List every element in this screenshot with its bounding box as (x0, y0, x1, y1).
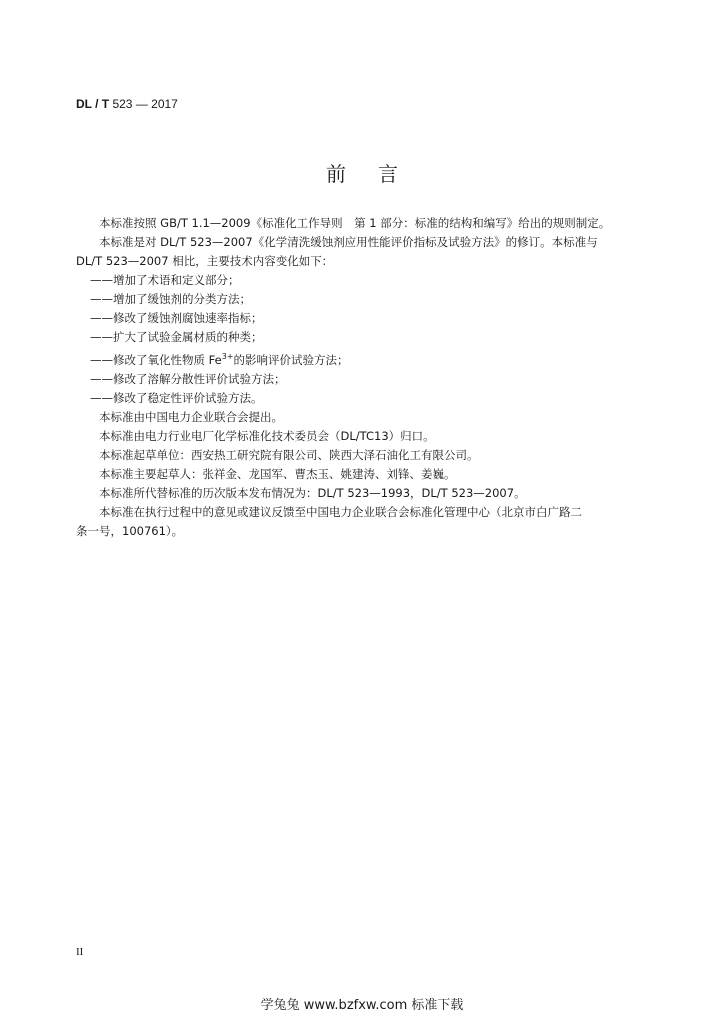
list-item-tail: 的影响评价试验方法； (233, 352, 349, 367)
list-item (76, 347, 656, 370)
paragraph: 本标准所代替标准的历次版本发布情况为：DL/T 523—1993，DL/T 523—2007。 (99, 485, 526, 500)
paragraph-continuation: 条一号，100761）。 (76, 523, 184, 538)
paragraph: 本标准是对 DL/T 523—2007《化学清洗缓蚀剂应用性能评价指标及试验方法》的修订。本标准与 (99, 235, 598, 249)
list-item: ——修改了缓蚀剂腐蚀速率指标； (90, 311, 263, 325)
list-item-text: ——修改了氧化性物质 Fe (90, 352, 222, 367)
list-item: ——扩大了试验金属材质的种类； (90, 330, 263, 344)
footer-watermark[interactable]: 学兔兔 www.bzfxw.com 标准下载 (260, 998, 464, 1013)
paragraph: 本标准由中国电力企业联合会提出。 (99, 409, 283, 424)
list-item: ——增加了术语和定义部分； (90, 273, 240, 287)
list-item: ——修改了稳定性评价试验方法。 (90, 390, 263, 405)
page-title: 前言 (326, 162, 430, 186)
paragraph: 本标准在执行过程中的意见或建议反馈至中国电力企业联合会标准化管理中心（北京市白广路二 (99, 504, 582, 519)
list-item: ——增加了缓蚀剂的分类方法； (90, 292, 251, 306)
document-code-header (76, 97, 178, 111)
paragraph: 本标准按照 GB/T 1.1—2009《标准化工作导则 第 1 部分：标准的结构和编写》给出的规则制定。 (99, 216, 611, 230)
page-number: II (76, 946, 84, 958)
paragraph: 本标准由电力行业电厂化学标准化技术委员会（DL/TC13）归口。 (99, 428, 435, 443)
document-code-prefix: DL / T (76, 97, 110, 111)
paragraph: 本标准主要起草人：张祥金、龙国军、曹杰玉、姚建涛、刘锋、姜巍。 (99, 466, 456, 481)
document-body (76, 214, 656, 541)
superscript: 3+ (221, 352, 234, 361)
paragraph: 本标准起草单位：西安热工研究院有限公司、陕西大泽石油化工有限公司。 (99, 447, 479, 462)
list-item: ——修改了溶解分散性评价试验方法； (90, 371, 286, 386)
document-code-number: 523 — 2017 (109, 97, 178, 111)
paragraph-continuation: DL/T 523—2007 相比，主要技术内容变化如下： (76, 254, 334, 268)
